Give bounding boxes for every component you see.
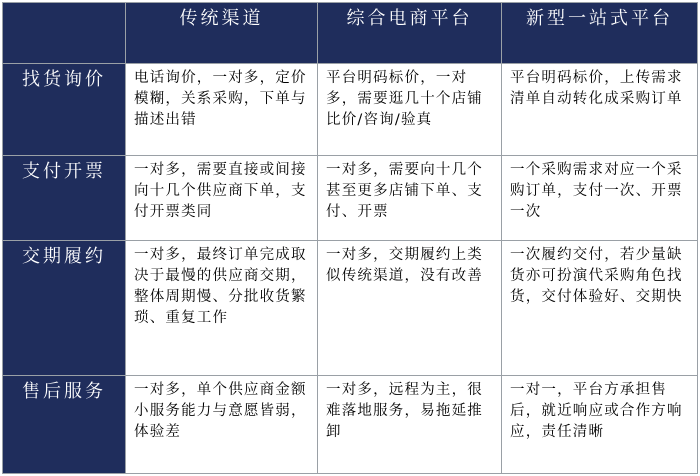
table-cell: 一次履约交付，若少量缺货亦可扮演代采购角色找货，交付体验好、交期快: [502, 241, 698, 376]
row-header-delivery-fulfillment: 交期履约: [2, 241, 126, 376]
table-header-row: [2, 2, 698, 64]
table-cell: 一对多，最终订单完成取决于最慢的供应商交期，整体周期慢、分批收货繁琐、重复工作: [126, 241, 318, 376]
table-cell: 一对多，需要直接或间接向十几个供应商下单，支付开票类同: [126, 156, 318, 240]
table-cell: 平台明码标价，一对多，需要逛几十个店铺比价/咨询/验真: [318, 64, 502, 156]
table-row: [2, 241, 698, 376]
column-header-one-stop-platform: 新型一站式平台: [502, 2, 698, 64]
table-row: [2, 376, 698, 475]
table-cell: 一对多，单个供应商金额小服务能力与意愿皆弱，体验差: [126, 376, 318, 475]
row-header-after-sales: 售后服务: [2, 376, 126, 475]
row-header-sourcing-inquiry: 找货询价: [2, 64, 126, 156]
table-cell: 一对多，远程为主，很难落地服务，易拖延推卸: [318, 376, 502, 475]
table-cell: 电话询价，一对多，定价模糊，关系采购，下单与描述出错: [126, 64, 318, 156]
table-row: [2, 156, 698, 240]
table-row: [2, 64, 698, 156]
table-cell: 一对多，交期履约上类似传统渠道，没有改善: [318, 241, 502, 376]
table-cell: 一对一，平台方承担售后，就近响应或合作方响应，责任清晰: [502, 376, 698, 475]
column-header-traditional-channel: 传统渠道: [126, 2, 318, 64]
comparison-table: [2, 2, 698, 474]
table-cell: 一个采购需求对应一个采购订单，支付一次、开票一次: [502, 156, 698, 240]
row-header-payment-invoice: 支付开票: [2, 156, 126, 240]
column-header-ecommerce-platform: 综合电商平台: [318, 2, 502, 64]
table-cell: 平台明码标价，上传需求清单自动转化成采购订单: [502, 64, 698, 156]
table-cell: 一对多，需要向十几个甚至更多店铺下单、支付、开票: [318, 156, 502, 240]
corner-cell: [2, 2, 126, 64]
